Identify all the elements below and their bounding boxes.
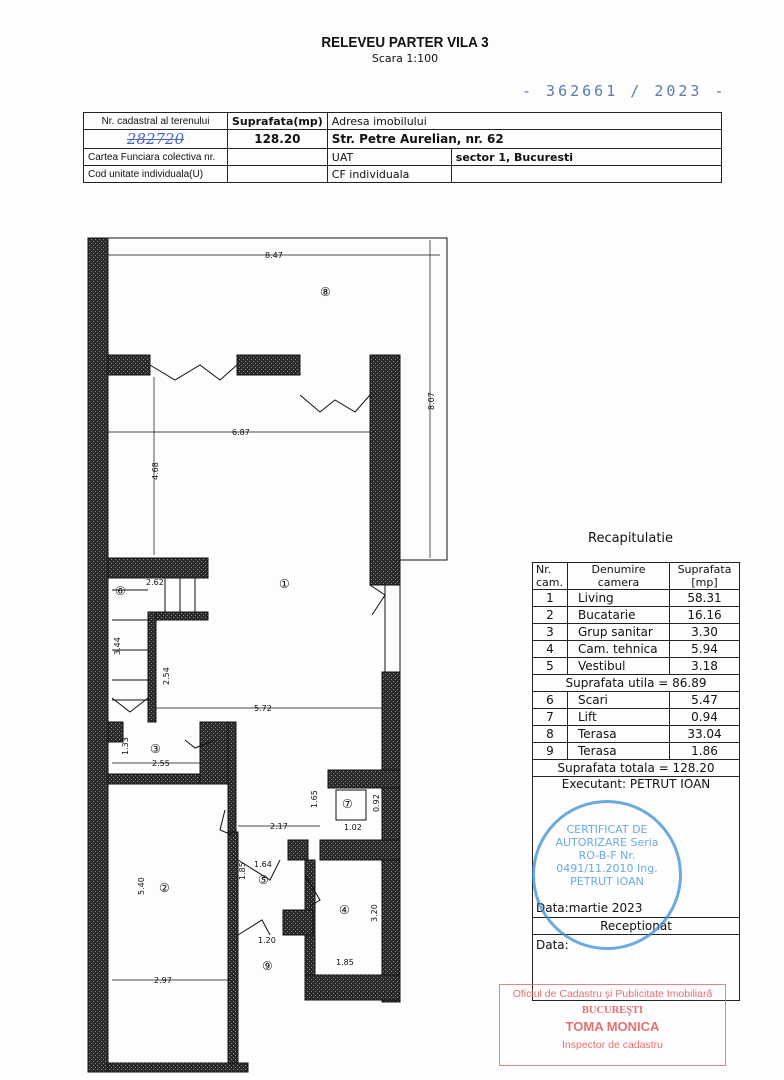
room-number: 1: [533, 590, 568, 607]
room-name: Vestibul: [568, 658, 670, 675]
room-area: 16.16: [670, 607, 740, 624]
room-number: 8: [533, 726, 568, 743]
room-area: 0.94: [670, 709, 740, 726]
scale-label: Scara 1:100: [371, 52, 439, 65]
room-area: 5.94: [670, 641, 740, 658]
cadastral-label: Nr. cadastral al terenului: [84, 113, 228, 130]
room-8-label: ⑧: [320, 285, 331, 299]
room-number: 9: [533, 743, 568, 760]
dim-living-lower: 2.54: [162, 667, 171, 685]
dim-terrace-depth: 8.07: [427, 392, 436, 410]
dim-wc-width: 2.55: [152, 759, 170, 768]
side-door: [370, 585, 385, 615]
room-number: 7: [533, 709, 568, 726]
dim-hall-depth: 1.65: [310, 790, 319, 808]
dim-kitchen-depth: 5.40: [137, 877, 146, 895]
room-number: 6: [533, 692, 568, 709]
dim-terrace-width: 8.47: [265, 251, 283, 260]
useful-total: Suprafata utila = 86.89: [533, 675, 740, 692]
room-area: 5.47: [670, 692, 740, 709]
room-name: Grup sanitar: [568, 624, 670, 641]
dim-stairs-width: 2.62: [146, 578, 164, 587]
room-number: 5: [533, 658, 568, 675]
room-4-label: ④: [339, 903, 350, 917]
room-area: 3.30: [670, 624, 740, 641]
recap-row: [533, 692, 740, 709]
room-area: 3.18: [670, 658, 740, 675]
dim-living-depth: 4.68: [151, 462, 160, 480]
room-number: 2: [533, 607, 568, 624]
dim-living-lower-width: 5.72: [254, 704, 272, 713]
room-1-label: ①: [279, 577, 290, 591]
recap-title: Recapitulatie: [588, 531, 674, 546]
recap-row: [533, 709, 740, 726]
recap-row: [533, 641, 740, 658]
room-name: Scari: [568, 692, 670, 709]
cf-individual-label: CF individuala: [327, 166, 451, 183]
cadastral-value: 282720: [84, 130, 228, 149]
executant-label: Executant: PETRUT IOAN: [561, 777, 711, 791]
ocpi-inspector-name: TOMA MONICA: [565, 1019, 660, 1034]
room-name: Lift: [568, 709, 670, 726]
ocpi-city: BUCUREŞTI: [581, 1005, 644, 1016]
dim-stairs-depth: 3.44: [113, 637, 122, 655]
dim-tech-depth: 3.20: [370, 904, 379, 922]
room-7-label: ⑦: [342, 797, 353, 811]
received-date: Data:: [533, 935, 740, 1001]
dim-wc-depth: 1.33: [121, 737, 130, 755]
area-value: 128.20: [228, 130, 328, 149]
room-name: Living: [568, 590, 670, 607]
room-2-label: ②: [159, 881, 170, 895]
room-name: Terasa: [568, 743, 670, 760]
received-label: Receptionat: [533, 918, 740, 935]
grand-total: Suprafata totala = 128.20: [533, 760, 740, 777]
recap-row: [533, 658, 740, 675]
col-nr-header: Nr. cam.: [533, 563, 568, 590]
room-5-label: ⑤: [258, 873, 269, 887]
ocpi-office: Oficiul de Cadastru şi Publicitate Imobiliară: [512, 988, 713, 1000]
uat-value: sector 1, Bucuresti: [451, 149, 721, 166]
dim-tech-width: 1.85: [336, 958, 354, 967]
room-number: 3: [533, 624, 568, 641]
dim-lift-width: 1.02: [344, 823, 362, 832]
room-9-label: ⑨: [262, 959, 273, 973]
unit-code-label: Cod unitate individuala(U): [84, 166, 228, 183]
recap-row: [533, 590, 740, 607]
window-door-top-right: [300, 395, 370, 412]
area-label: Suprafata(mp): [228, 113, 328, 130]
col-area-header: Suprafata [mp]: [670, 563, 740, 590]
registration-number-stamp: - 362661 / 2023 -: [522, 82, 727, 100]
recap-row: [533, 743, 740, 760]
dim-vestibule-width: 1.64: [254, 860, 272, 869]
dim-living-width: 6.87: [232, 428, 250, 437]
room-area: 33.04: [670, 726, 740, 743]
uat-label: UAT: [327, 149, 451, 166]
room-3-label: ③: [150, 742, 161, 756]
document-title: RELEVEU PARTER VILA 3: [321, 34, 489, 51]
cf-collective-label: Cartea Funciara colectiva nr.: [84, 149, 228, 166]
recap-row: [533, 624, 740, 641]
room-name: Cam. tehnica: [568, 641, 670, 658]
dim-terrace2-width: 1.20: [258, 936, 276, 945]
recap-row: [533, 607, 740, 624]
room-area: 1.86: [670, 743, 740, 760]
address-label: Adresa imobilului: [327, 113, 721, 130]
dim-hall-width: 2.17: [270, 822, 288, 831]
room-number: 4: [533, 641, 568, 658]
walls: [88, 238, 400, 1072]
dim-lift-depth: 0.92: [372, 794, 381, 812]
dim-vestibule-depth: 1.85: [238, 862, 247, 880]
window-door-top-left: [150, 365, 237, 380]
executant-date: Data:martie 2023: [536, 901, 643, 915]
dim-kitchen-width: 2.97: [154, 976, 172, 985]
address-value: Str. Petre Aurelian, nr. 62: [327, 130, 721, 149]
ocpi-inspector-title: Inspector de cadastru: [562, 1039, 663, 1051]
room-6-label: ⑥: [115, 584, 126, 598]
room-name: Bucatarie: [568, 607, 670, 624]
recap-row: [533, 726, 740, 743]
room-name: Terasa: [568, 726, 670, 743]
certificate-stamp: CERTIFICAT DE AUTORIZARE Seria RO-B-F Nr. 0491/11.2010 Ing. PETRUT IOAN: [532, 800, 682, 950]
room-area: 58.31: [670, 590, 740, 607]
executant-cell: [533, 777, 740, 918]
col-name-header: Denumire camera: [568, 563, 670, 590]
recap-table: [532, 562, 740, 1001]
